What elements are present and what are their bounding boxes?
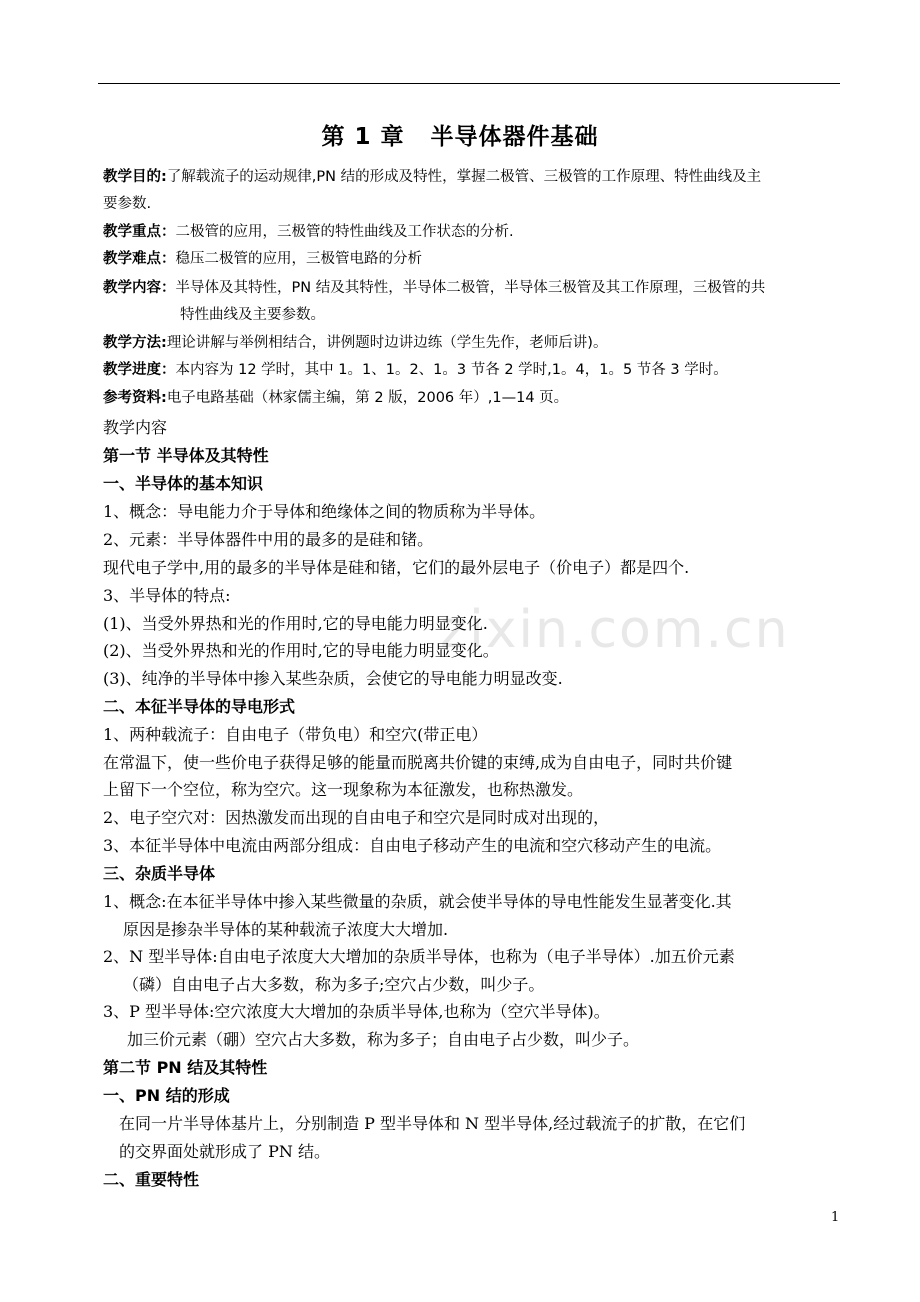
header-rule (98, 83, 840, 84)
paragraph: 的交界面处就形成了 PN 结。 (119, 1142, 330, 1161)
section-label: 教学内容 (103, 418, 168, 437)
meta-key-points: 教学重点：二极管的应用，三极管的特性曲线及工作状态的分析. (103, 224, 514, 240)
page-number: 1 (831, 1210, 840, 1225)
paragraph: 3、P 型半导体:空穴浓度大大增加的杂质半导体,也称为（空穴半导体)。 (103, 1002, 610, 1021)
paragraph: 2、电子空穴对：因热激发而出现的自由电子和空穴是同时成对出现的， (103, 808, 610, 827)
meta-objective: 教学目的:了解载流子的运动规律,PN 结的形成及特性，掌握二极管、三极管的工作原理、特性曲线及主 (103, 169, 762, 185)
section-heading: 第二节 PN 结及其特性 (103, 1058, 268, 1077)
paragraph: 3、本征半导体中电流由两部分组成：自由电子移动产生的电流和空穴移动产生的电流。 (103, 836, 722, 855)
paragraph: 1、两种载流子：自由电子（带负电）和空穴(带正电） (103, 725, 488, 744)
subsection-heading: 二、本征半导体的导电形式 (103, 697, 296, 716)
subsection-heading: 三、杂质半导体 (103, 864, 216, 883)
subsection-heading: 一、PN 结的形成 (103, 1086, 230, 1105)
paragraph: 2、N 型半导体:自由电子浓度大大增加的杂质半导体，也称为（电子半导体）.加五价元素 (103, 947, 735, 966)
list-item: (1)、当受外界热和光的作用时,它的导电能力明显变化. (103, 614, 488, 633)
paragraph: 上留下一个空位，称为空穴。这一现象称为本征激发，也称热激发。 (103, 780, 584, 799)
meta-contents: 教学内容：半导体及其特性，PN 结及其特性，半导体二极管，半导体三极管及其工作原理，三极管的共 (103, 280, 766, 296)
paragraph: （磷）自由电子占大多数，称为多子;空穴占少数，叫少子。 (123, 975, 545, 994)
list-item: (2)、当受外界热和光的作用时,它的导电能力明显变化。 (103, 641, 499, 660)
meta-methods: 教学方法:理论讲解与举例相结合，讲例题时边讲边练（学生先作，老师后讲)。 (103, 335, 608, 351)
meta-difficulties: 教学难点：稳压二极管的应用，三极管电路的分析 (103, 251, 422, 267)
chapter-name: 半导体器件基础 (430, 124, 599, 150)
paragraph: 1、概念：导电能力介于导体和绝缘体之间的物质称为半导体。 (103, 502, 546, 521)
section-heading: 第一节 半导体及其特性 (103, 446, 269, 465)
paragraph: 3、半导体的特点: (103, 586, 231, 605)
meta-references: 参考资料:电子电路基础（林家儒主编，第 2 版，2006 年）,1—14 页。 (103, 390, 569, 406)
meta-contents-cont: 特性曲线及主要参数。 (180, 307, 325, 323)
meta-schedule: 教学进度：本内容为 12 学时，其中 1。1、1。2、1。3 节各 2 学时,1。4，1。5 节各 3 学时。 (103, 362, 728, 378)
chapter-title (0, 118, 920, 151)
subsection-heading: 二、重要特性 (103, 1170, 200, 1189)
paragraph: 加三价元素（硼）空穴占大多数，称为多子；自由电子占少数，叫少子。 (127, 1030, 640, 1049)
subsection-heading: 一、半导体的基本知识 (103, 474, 264, 493)
paragraph: 1、概念:在本征半导体中掺入某些微量的杂质，就会使半导体的导电性能发生显著变化.其 (103, 892, 732, 911)
paragraph: 在同一片半导体基片上，分别制造 P 型半导体和 N 型半导体,经过载流子的扩散，在它们 (119, 1114, 746, 1133)
paragraph: 在常温下，使一些价电子获得足够的能量而脱离共价键的束缚,成为自由电子，同时共价键 (103, 753, 733, 772)
paragraph: 原因是掺杂半导体的某种载流子浓度大大增加. (123, 920, 449, 939)
meta-objective-cont: 要参数. (103, 196, 152, 212)
chapter-number: 第 1 章 (321, 124, 405, 150)
watermark: zixin.com.cn (440, 600, 790, 660)
list-item: (3)、纯净的半导体中掺入某些杂质，会使它的导电能力明显改变. (103, 669, 563, 688)
paragraph: 2、元素：半导体器件中用的最多的是硅和锗。 (103, 530, 434, 549)
paragraph: 现代电子学中,用的最多的半导体是硅和锗，它们的最外层电子（价电子）都是四个. (103, 558, 690, 577)
